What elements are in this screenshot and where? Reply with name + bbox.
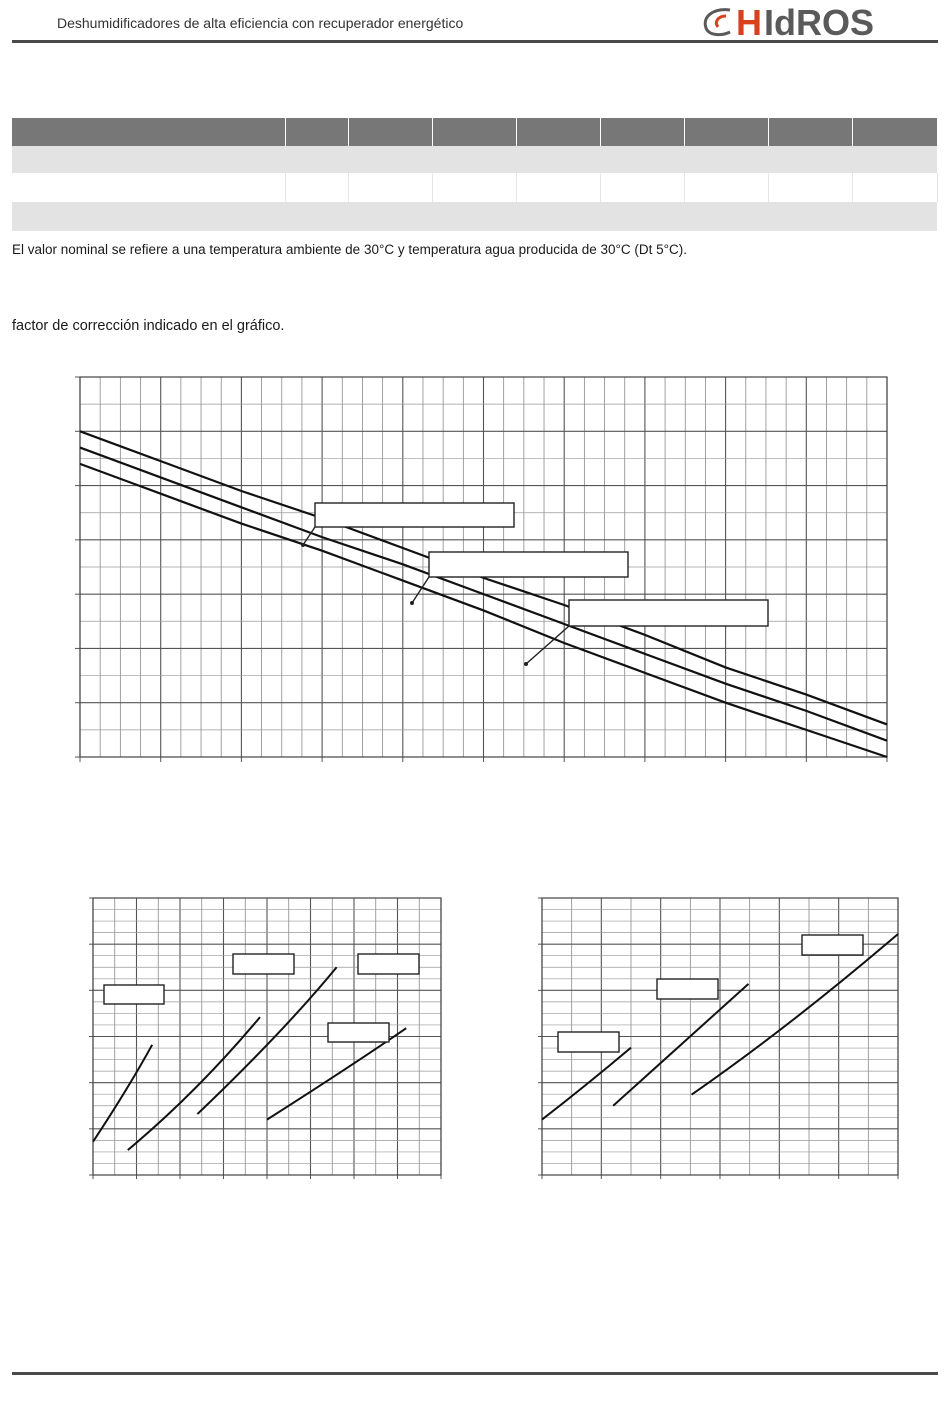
series-line-4 bbox=[267, 1028, 406, 1119]
table-row bbox=[12, 173, 938, 202]
hidros-logo bbox=[700, 2, 940, 40]
header-title: Deshumidificadores de alta eficiencia con recuperador energético bbox=[57, 15, 464, 31]
series-line-1 bbox=[93, 1045, 152, 1142]
chart-grid bbox=[75, 377, 887, 762]
chart-series-group bbox=[542, 934, 898, 1120]
plot-frame bbox=[93, 898, 441, 1175]
series-line-3 bbox=[197, 967, 336, 1114]
table-cell bbox=[349, 173, 433, 202]
table-cell bbox=[685, 118, 769, 146]
table-header-row bbox=[12, 118, 938, 146]
series-line-2 bbox=[613, 984, 748, 1106]
annotation-leader bbox=[412, 577, 429, 603]
chart-annotations bbox=[558, 935, 863, 1052]
series-line-2 bbox=[128, 1017, 260, 1150]
annotation-box bbox=[558, 1032, 619, 1052]
table-cell bbox=[601, 118, 685, 146]
annotation-point bbox=[524, 662, 528, 666]
annotation-box bbox=[429, 552, 628, 577]
footer-rule bbox=[12, 1372, 938, 1375]
chart-grid bbox=[89, 898, 441, 1179]
correction-note: factor de corrección indicado en el gráfico. bbox=[12, 318, 285, 334]
table-cell bbox=[12, 146, 938, 173]
plot-frame bbox=[542, 898, 898, 1175]
annotation-box bbox=[328, 1023, 389, 1042]
annotation-point bbox=[410, 601, 414, 605]
chart-series-group bbox=[93, 967, 406, 1150]
table-cell bbox=[433, 118, 517, 146]
table-cell bbox=[517, 118, 601, 146]
annotation-box bbox=[802, 935, 863, 955]
annotation-box bbox=[104, 985, 164, 1004]
series-line-1 bbox=[542, 1048, 631, 1120]
annotation-point bbox=[301, 543, 305, 547]
chart-series-group bbox=[80, 431, 887, 757]
table-cell bbox=[433, 173, 517, 202]
table-cell bbox=[769, 173, 853, 202]
table-cell bbox=[601, 173, 685, 202]
table-cell bbox=[286, 118, 349, 146]
annotation-box bbox=[358, 954, 419, 974]
series-line-3 bbox=[80, 464, 887, 757]
series-line-2 bbox=[80, 448, 887, 741]
table-cell bbox=[349, 118, 433, 146]
chart-annotations bbox=[104, 954, 419, 1042]
table-cell bbox=[12, 173, 286, 202]
table-cell bbox=[685, 173, 769, 202]
annotation-leader bbox=[526, 626, 569, 664]
chart-grid bbox=[538, 898, 898, 1179]
header-rule bbox=[12, 40, 938, 43]
table-cell bbox=[517, 173, 601, 202]
table-cell bbox=[769, 118, 853, 146]
annotation-box bbox=[233, 954, 294, 974]
annotation-leader bbox=[303, 527, 315, 545]
table-cell bbox=[853, 118, 938, 146]
plot-frame bbox=[80, 377, 887, 757]
spec-table bbox=[12, 118, 938, 231]
svg-text:H: H bbox=[736, 2, 762, 40]
nominal-note: El valor nominal se refiere a una temperatura ambiente de 30°C y temperatura agua producida de 30°C (Dt 5°C). bbox=[12, 242, 688, 257]
table-row bbox=[12, 146, 938, 173]
table-row bbox=[12, 202, 938, 231]
table-cell bbox=[853, 173, 938, 202]
svg-text:IdROS: IdROS bbox=[764, 2, 875, 40]
table-cell bbox=[12, 202, 938, 231]
annotation-box bbox=[315, 503, 514, 527]
series-line-3 bbox=[692, 934, 898, 1095]
annotation-box bbox=[657, 979, 718, 999]
series-line-1 bbox=[80, 431, 887, 724]
table-cell bbox=[286, 173, 349, 202]
annotation-box bbox=[569, 600, 768, 626]
chart-annotations bbox=[301, 503, 768, 666]
table-cell bbox=[12, 118, 286, 146]
